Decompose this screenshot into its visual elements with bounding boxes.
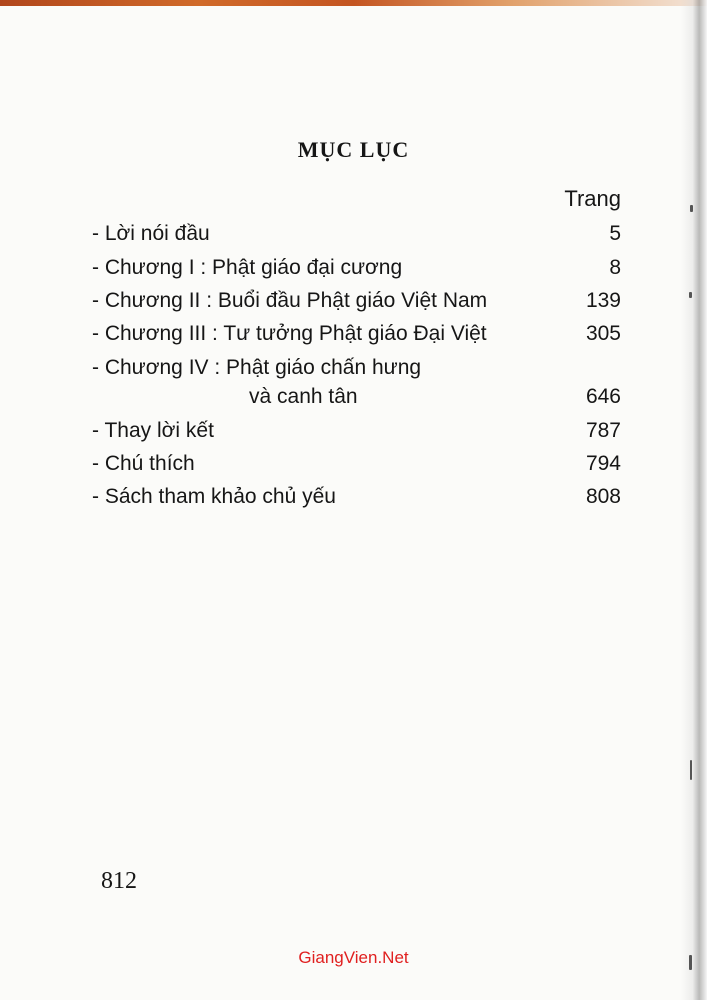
toc-entry [92, 322, 621, 352]
toc-entry [92, 452, 621, 482]
toc-entry-page: 808 [585, 485, 621, 508]
toc-entry-title: - Thay lời kết [92, 419, 214, 442]
toc-entry-title: - Chương I : Phật giáo đại cương [92, 256, 403, 279]
scan-mark [690, 760, 692, 780]
toc-entry-title: - Chú thích [92, 452, 195, 475]
toc-entry-title: - Chương II : Buổi đầu Phật giáo Việt Nam [92, 289, 488, 312]
toc-entry-continuation [249, 385, 621, 415]
toc-entry-title: và canh tân [249, 385, 358, 408]
toc-entry [92, 256, 621, 286]
toc-entry-title: - Chương III : Tư tưởng Phật giáo Đại Việt [92, 322, 487, 345]
page-column-label: Trang [564, 186, 621, 211]
watermark: GiangVien.Net [298, 948, 409, 967]
page-title: MỤC LỤC [297, 137, 410, 162]
toc-entry-page: 5 [609, 222, 621, 245]
scan-mark [690, 205, 693, 212]
toc-entry-page: 646 [585, 385, 621, 408]
book-cover-edge [0, 0, 707, 6]
toc-entry-page: 794 [585, 452, 621, 475]
toc-entry-title: - Lời nói đầu [92, 222, 210, 245]
toc-entry [92, 485, 621, 515]
toc-entry-page: 305 [585, 322, 621, 345]
toc-entry-title: - Sách tham khảo chủ yếu [92, 485, 336, 508]
page-number: 812 [101, 868, 137, 894]
toc-entry [92, 419, 621, 449]
toc-entry [92, 289, 621, 319]
toc-entry [92, 222, 621, 252]
toc-entry-page: 787 [585, 419, 621, 442]
toc-entry [92, 356, 621, 386]
toc-entry-page: 8 [609, 256, 621, 279]
toc-entry-title: - Chương IV : Phật giáo chấn hưng [92, 356, 422, 379]
scan-mark [689, 292, 692, 298]
toc-entry-page: 139 [585, 289, 621, 312]
